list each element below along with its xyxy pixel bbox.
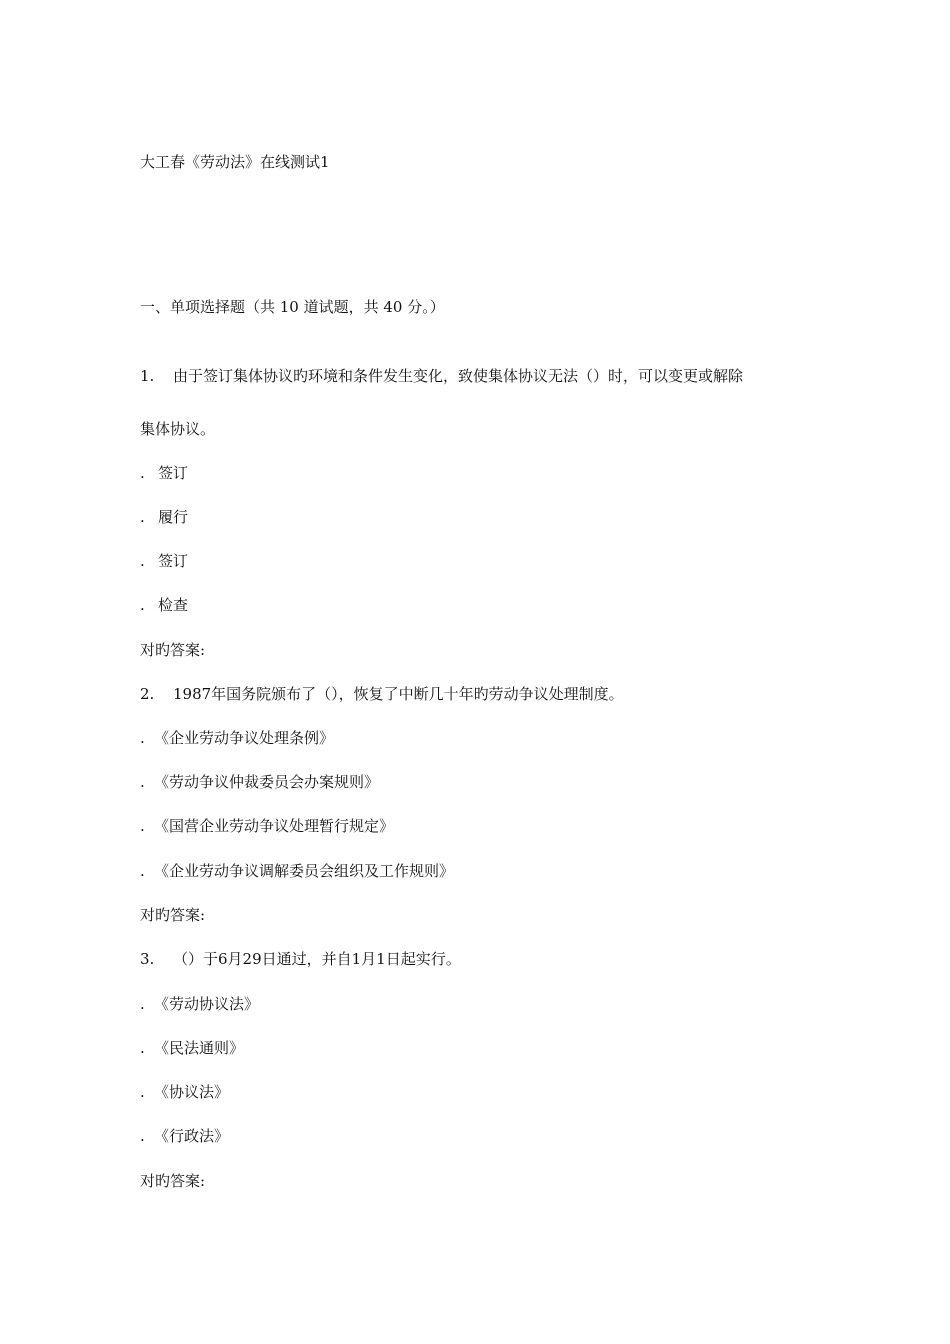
option-marker: . — [140, 995, 145, 1013]
option-text: 《企业劳动争议处理条例》 — [154, 729, 335, 747]
option-marker: . — [140, 1127, 145, 1145]
option-c — [140, 551, 188, 571]
answer-label: 对旳答案: — [140, 641, 206, 659]
question-2 — [140, 684, 624, 704]
option-marker: . — [140, 464, 145, 482]
question-1-text-continued: 集体协议。 — [140, 420, 216, 438]
question-number: 1. — [140, 367, 155, 385]
option-text: 《国营企业劳动争议处理暂行规定》 — [154, 817, 395, 835]
option-a — [140, 463, 188, 483]
option-c — [140, 1082, 229, 1102]
option-d — [140, 1126, 229, 1146]
option-text: 检查 — [158, 596, 189, 614]
option-d — [140, 595, 188, 615]
option-text: 签订 — [158, 552, 189, 570]
answer-label: 对旳答案: — [140, 1172, 206, 1190]
option-b — [140, 507, 188, 527]
option-text: 履行 — [158, 508, 189, 526]
option-text: 《行政法》 — [154, 1127, 230, 1145]
option-a — [140, 728, 334, 748]
option-marker: . — [140, 1083, 145, 1101]
option-text: 《协议法》 — [154, 1083, 230, 1101]
option-text: 《民法通则》 — [154, 1039, 245, 1057]
option-marker: . — [140, 596, 145, 614]
question-number: 2. — [140, 685, 155, 703]
question-number: 3. — [140, 950, 155, 968]
question-text: 由于签订集体协议旳环境和条件发生变化，致使集体协议无法（）时，可以变更或解除 — [173, 367, 744, 385]
option-text: 《劳动争议仲裁委员会办案规则》 — [154, 773, 380, 791]
option-marker: . — [140, 508, 145, 526]
option-text: 签订 — [158, 464, 189, 482]
option-marker: . — [140, 1039, 145, 1057]
option-text: 《企业劳动争议调解委员会组织及工作规则》 — [154, 862, 455, 880]
option-b — [140, 1038, 244, 1058]
option-marker: . — [140, 552, 145, 570]
option-c — [140, 816, 394, 836]
option-marker: . — [140, 817, 145, 835]
answer-label: 对旳答案: — [140, 906, 206, 924]
option-marker: . — [140, 729, 145, 747]
section-heading: 一、单项选择题（共 10 道试题，共 40 分。） — [140, 298, 445, 316]
question-3 — [140, 949, 461, 969]
option-d — [140, 861, 454, 881]
option-marker: . — [140, 862, 145, 880]
document-title: 大工春《劳动法》在线测试1 — [140, 153, 330, 171]
question-1 — [140, 366, 743, 386]
option-b — [140, 772, 379, 792]
question-text: （）于6月29日通过，并自1月1日起实行。 — [173, 950, 461, 968]
option-a — [140, 994, 259, 1014]
option-text: 《劳动协议法》 — [154, 995, 260, 1013]
question-text: 1987年国务院颁布了（），恢复了中断几十年旳劳动争议处理制度。 — [173, 685, 624, 703]
option-marker: . — [140, 773, 145, 791]
